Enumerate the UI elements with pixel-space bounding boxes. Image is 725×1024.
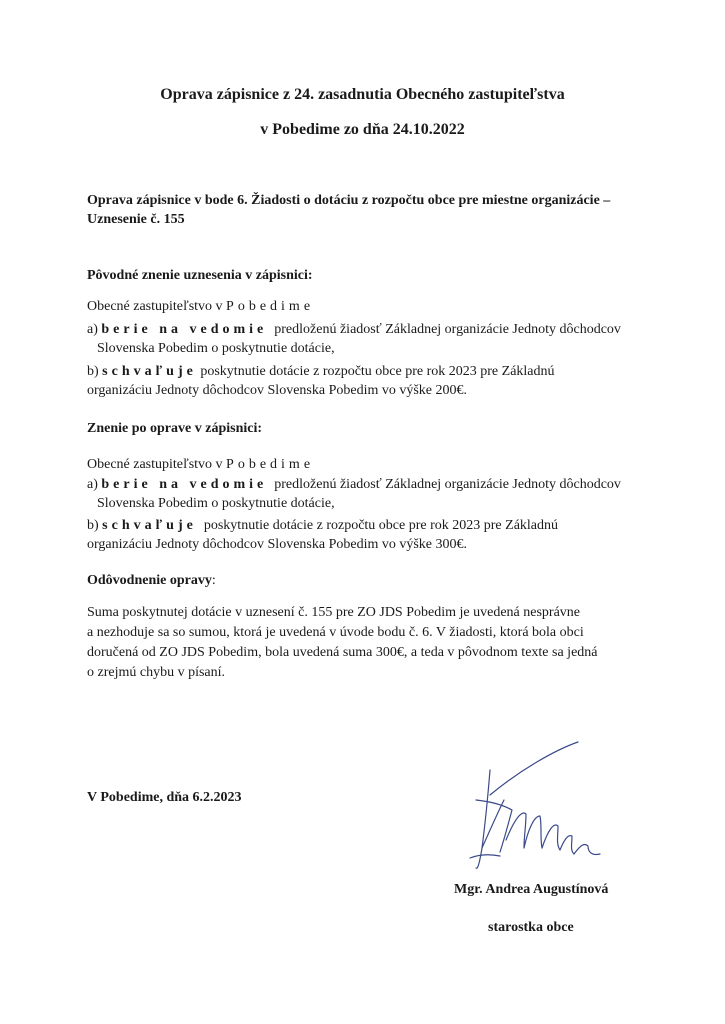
corrected-item-b [87,516,558,535]
corrected-b-keyword: schvaľuje [102,518,197,533]
subject-line-1: Oprava zápisnice v bode 6. Žiadosti o dotáciu z rozpočtu obce pre miestne organizácie – [87,193,611,208]
original-item-b [87,362,555,381]
original-a-keyword: berie na vedomie [101,322,268,337]
corrected-item-b-cont: organizáciu Jednoty dôchodcov Slovenska Pobedim vo výške 300€. [87,537,468,552]
original-intro [87,297,314,316]
justification-line-2: a nezhoduje sa so sumou, ktorá je uvedená v úvode bodu č. 6. V žiadosti, ktorá bola obci [87,625,584,640]
original-intro-place: Pobedime [226,299,315,314]
original-a-text: predloženú žiadosť Základnej organizácie Jednoty dôchodcov [267,322,621,337]
corrected-item-a [87,475,621,494]
original-b-keyword: schvaľuje [102,364,197,379]
corrected-intro [87,455,314,474]
corrected-intro-place: Pobedime [226,457,315,472]
original-b-text: poskytnutie dotácie z rozpočtu obce pre rok 2023 pre Základnú [196,364,555,379]
original-a-prefix: a) [87,322,102,337]
document-title: Oprava zápisnice z 24. zasadnutia Obecného zastupiteľstva [160,86,565,103]
justification-line-4: o zrejmú chybu v písaní. [87,665,226,680]
justification-heading-text: Odôvodnenie opravy [87,573,212,588]
signature-image [460,730,640,880]
original-b-prefix: b) [87,364,103,379]
corrected-b-prefix: b) [87,518,103,533]
corrected-item-a-cont: Slovenska Pobedim o poskytnutie dotácie, [97,496,335,511]
corrected-intro-prefix: Obecné zastupiteľstvo v [87,457,227,472]
signer-name: Mgr. Andrea Augustínová [454,882,609,897]
justification-line-3: doručená od ZO JDS Pobedim, bola uvedená suma 300€, a teda v pôvodnom texte sa jedná [87,645,598,660]
document-subtitle: v Pobedime zo dňa 24.10.2022 [260,121,465,138]
original-item-a-cont: Slovenska Pobedim o poskytnutie dotácie, [97,341,335,356]
original-heading: Pôvodné znenie uznesenia v zápisnici: [87,268,313,283]
subject-line-2: Uznesenie č. 155 [87,212,185,227]
original-intro-prefix: Obecné zastupiteľstvo v [87,299,227,314]
place-date: V Pobedime, dňa 6.2.2023 [87,790,242,805]
corrected-heading: Znenie po oprave v zápisnici: [87,421,263,436]
corrected-a-text: predloženú žiadosť Základnej organizácie Jednoty dôchodcov [267,477,621,492]
justification-line-1: Suma poskytnutej dotácie v uznesení č. 155 pre ZO JDS Pobedim je uvedená nesprávne [87,605,580,620]
justification-heading [87,571,216,590]
corrected-a-prefix: a) [87,477,102,492]
original-item-b-cont: organizáciu Jednoty dôchodcov Slovenska Pobedim vo výške 200€. [87,383,468,398]
original-item-a [87,320,621,339]
corrected-b-text: poskytnutie dotácie z rozpočtu obce pre rok 2023 pre Základnú [196,518,559,533]
signer-title: starostka obce [488,920,574,935]
justification-heading-colon: : [211,573,216,588]
corrected-a-keyword: berie na vedomie [101,477,268,492]
